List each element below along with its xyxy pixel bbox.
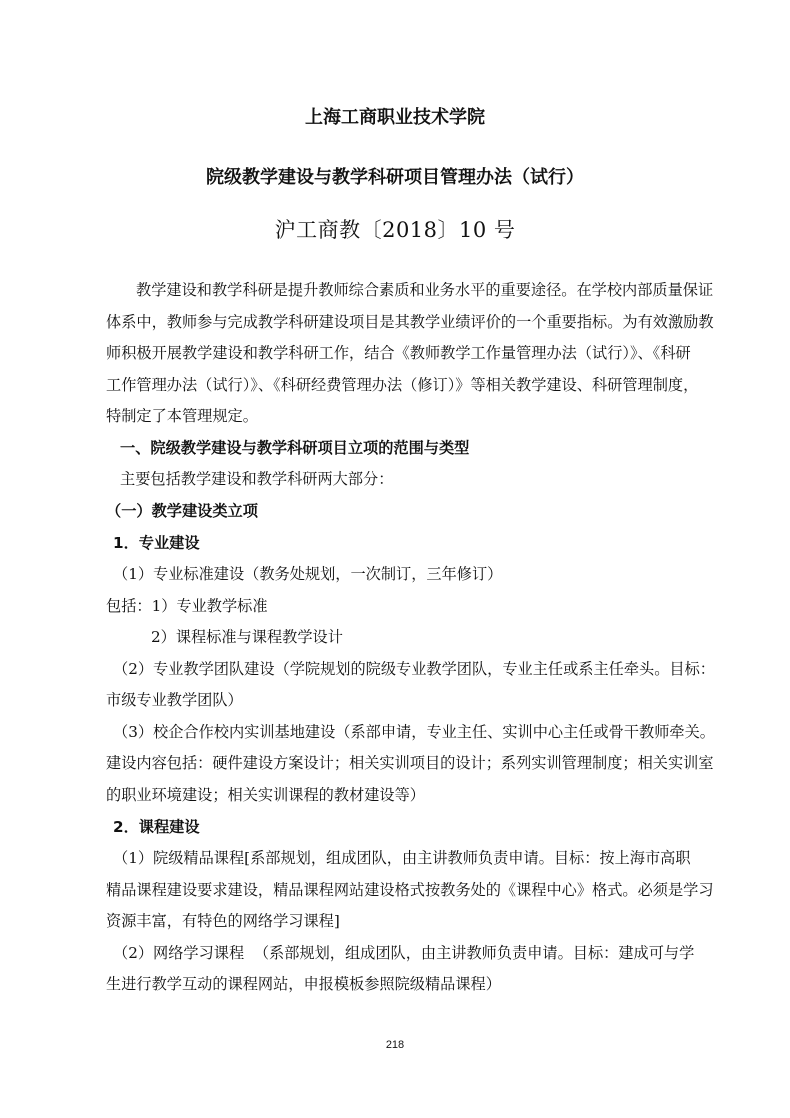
section-summary: 主要包括教学建设和教学科研两大部分： [120, 470, 394, 488]
section-heading: 一、院级教学建设与教学科研项目立项的范围与类型 [120, 439, 470, 457]
page-number: 218 [385, 1039, 405, 1051]
item2-p1-line3: 资源丰富，有特色的网络学习课程] [106, 912, 340, 930]
intro-line-4: 工作管理办法（试行）》、《科研经费管理办法（修订）》等相关教学建设、科研管理制度， [106, 376, 699, 394]
item1-p1: （1）专业标准建设（教务处规划，一次制订，三年修订） [113, 565, 503, 583]
intro-line-1: 教学建设和教学科研是提升教师综合素质和业务水平的重要途径。在学校内部质量保证 [136, 281, 714, 299]
item1-p3-line2: 建设内容包括：硬件建设方案设计；相关实训项目的设计；系列实训管理制度；相关实训室 [106, 754, 714, 772]
item2-heading: 2．课程建设 [113, 818, 200, 836]
document-title: 院级教学建设与教学科研项目管理办法（试行） [206, 167, 584, 188]
document-number: 沪工商教〔2018〕10 号 [274, 218, 516, 242]
item1-p2-line1: （2）专业教学团队建设（学院规划的院级专业教学团队，专业主任或系主任牵头。目标： [113, 660, 715, 678]
item1-includes-b: 2）课程标准与课程教学设计 [151, 628, 343, 646]
item1-includes-a: 包括：1）专业教学标准 [106, 597, 268, 615]
intro-line-3: 师积极开展教学建设和教学科研工作，结合《教师教学工作量管理办法（试行）》、《科研 [106, 344, 691, 362]
item1-heading: 1．专业建设 [113, 534, 200, 552]
item2-p1-line2: 精品课程建设要求建设，精品课程网站建设格式按教务处的《课程中心》格式。必须是学习 [106, 881, 714, 899]
item2-p2-line1: （2）网络学习课程 （系部规划，组成团队，由主讲教师负责申请。目标：建成可与学 [113, 944, 695, 962]
item1-p3-line3: 的职业环境建设；相关实训课程的教材建设等） [106, 786, 425, 804]
item2-p2-line2: 生进行教学互动的课程网站，申报模板参照院级精品课程） [106, 975, 501, 993]
subsection-heading: （一）教学建设类立项 [106, 502, 258, 520]
item1-p2-line2: 市级专业教学团队） [106, 691, 243, 709]
intro-line-2: 体系中，教师参与完成教学科研建设项目是其教学业绩评价的一个重要指标。为有效激励教 [106, 313, 714, 331]
item1-p3-line1: （3）校企合作校内实训基地建设（系部申请，专业主任、实训中心主任或骨干教师牵关。 [113, 723, 715, 741]
intro-line-5: 特制定了本管理规定。 [106, 407, 258, 425]
institution-name: 上海工商职业技术学院 [305, 107, 485, 128]
item2-p1-line1: （1）院级精品课程[系部规划，组成团队，由主讲教师负责申请。目标：按上海市高职 [113, 849, 691, 867]
